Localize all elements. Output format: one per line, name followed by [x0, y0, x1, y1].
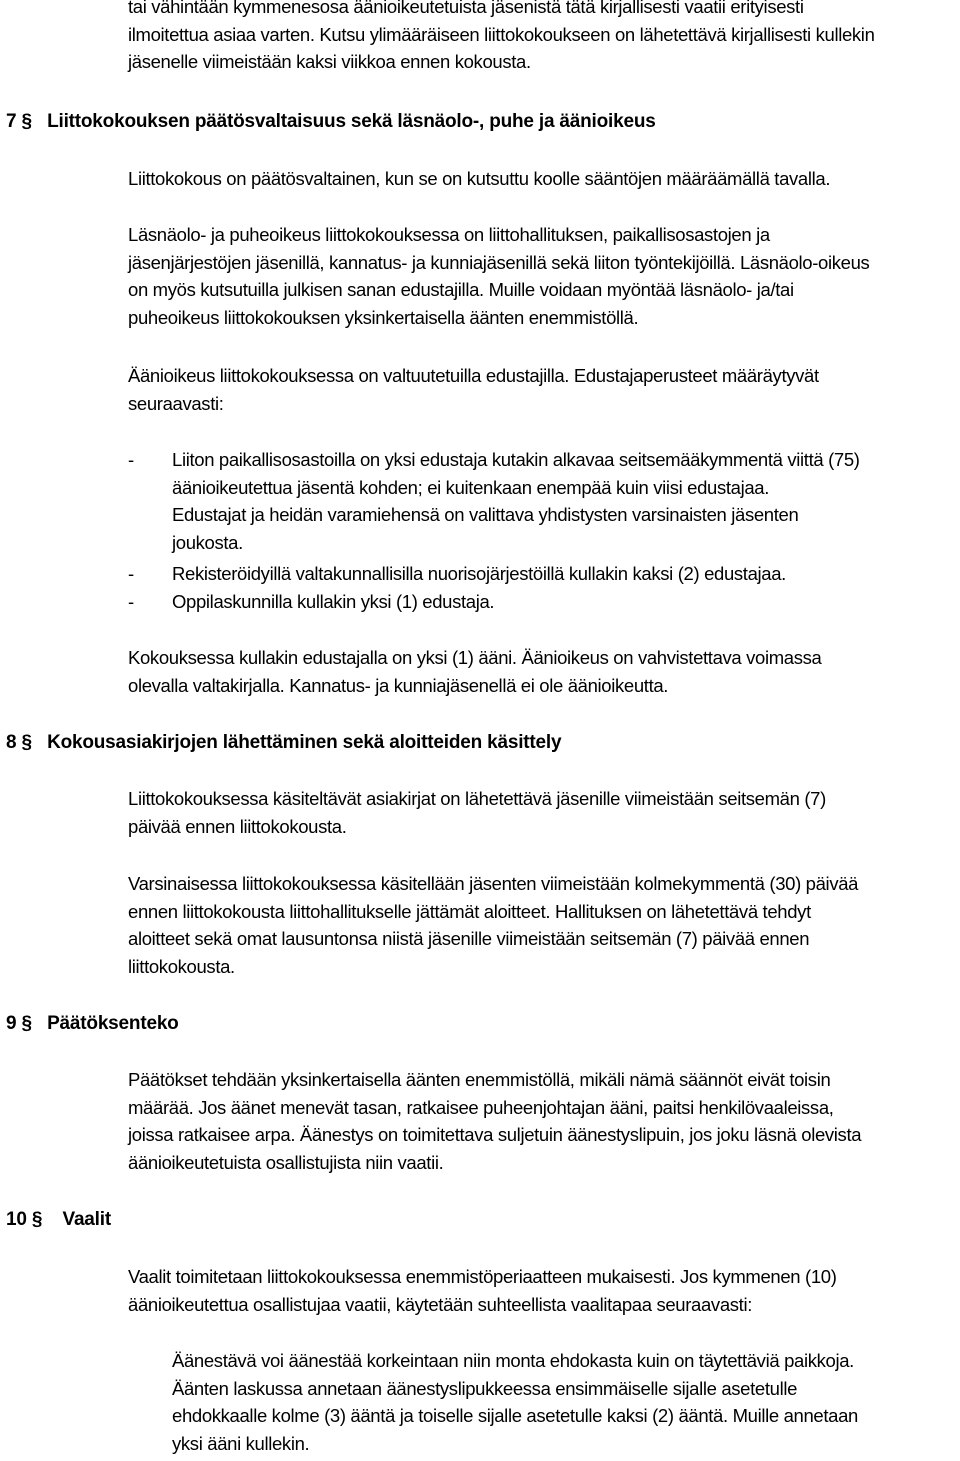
text-line: Vaalit toimitetaan liittokokouksessa enemmistöperiaatteen mukaisesti. Jos kymmenen (10) [128, 1266, 837, 1287]
section-7-paragraph-4 [128, 644, 822, 699]
text-line: Liittokokous on päätösvaltainen, kun se on kutsuttu koolle sääntöjen määräämällä tavalla. [128, 168, 831, 189]
list-item [172, 588, 494, 616]
section-8-paragraph-1 [128, 785, 826, 840]
list-bullet: - [128, 563, 134, 584]
section-number: 10 § [6, 1209, 43, 1230]
text-line: Edustajat ja heidän varamiehensä on valittava yhdistysten varsinaisten jäsenten [172, 504, 799, 525]
text-line: olevalla valtakirjalla. Kannatus- ja kunniajäsenellä ei ole äänioikeutta. [128, 674, 669, 696]
text-line: Päätökset tehdään yksinkertaisella äänten enemmistöllä, mikäli nämä säännöt eivät toisin [128, 1069, 831, 1090]
text-line: ilmoitettua asiaa varten. Kutsu ylimääräiseen liittokokoukseen on lähetettävä kirjallisesti kullekin [128, 23, 875, 45]
text-line: puheoikeus liittokokouksen yksinkertaisella äänten enemmistöllä. [128, 306, 639, 328]
section-10-paragraph-1 [128, 1263, 837, 1318]
section-9-heading [6, 1010, 179, 1037]
text-line: aloitteet sekä omat lausuntonsa niistä jäsenille viimeistään seitsemän (7) päivää ennen [128, 928, 810, 949]
text-line: ehdokkaalle kolme (3) ääntä ja toiselle sijalle asetetulle kaksi (2) ääntä. Muille annetaan [172, 1405, 858, 1426]
text-line: jäsenjärjestöjen jäsenillä, kannatus- ja kunniajäsenillä sekä liiton työntekijöillä. Läsnäolo-oikeus [128, 251, 870, 273]
text-line: Äänestävä voi äänestää korkeintaan niin monta ehdokasta kuin on täytettäviä paikkoja. [172, 1350, 854, 1371]
section-7-paragraph-1 [128, 165, 830, 193]
section-10-heading [6, 1206, 111, 1233]
text-line: päivää ennen liittokokousta. [128, 815, 347, 837]
section-7-heading [6, 108, 656, 135]
section-title: Päätöksenteko [47, 1013, 179, 1034]
text-line: jäsenelle viimeistään kaksi viikkoa ennen kokousta. [128, 51, 531, 72]
text-line: liittokokousta. [128, 955, 235, 977]
section-10-paragraph-2 [172, 1347, 858, 1457]
section-number: 8 § [6, 732, 32, 753]
section-number: 9 § [6, 1013, 32, 1034]
section-number: 7 § [6, 111, 32, 132]
text-line: Oppilaskunnilla kullakin yksi (1) edustaja. [172, 591, 495, 612]
text-line: Liiton paikallisosastoilla on yksi edustaja kutakin alkavaa seitsemääkymmentä viittä (75) [172, 449, 860, 470]
text-line: Varsinaisessa liittokokouksessa käsitellään jäsenten viimeistään kolmekymmentä (30) päivää [128, 873, 859, 894]
list-item [172, 446, 860, 556]
text-line: joissa ratkaisee arpa. Äänestys on toimitettava suljetuin äänestyslipuin, jos joku läsnä olevista [128, 1124, 862, 1145]
list-bullet: - [128, 591, 134, 612]
section-8-paragraph-2 [128, 870, 858, 980]
section-7-paragraph-2 [128, 221, 869, 331]
section-title: Kokousasiakirjojen lähettäminen sekä aloitteiden käsittely [47, 732, 562, 753]
text-line: on myös kutsutuilla julkisen sanan edustajilla. Muille voidaan myöntää läsnäolo- ja/tai [128, 279, 794, 300]
text-line: joukosta. [172, 531, 243, 553]
text-line: Äänten laskussa annetaan äänestyslipukkeessa ensimmäiselle sijalle asetetulle [172, 1377, 798, 1399]
section-title: Vaalit [62, 1209, 111, 1230]
text-line: tai vähintään kymmenesosa äänioikeutetuista jäsenistä tätä kirjallisesti vaatii erityisesti [128, 0, 804, 17]
text-line: Liittokokouksessa käsiteltävät asiakirjat on lähetettävä jäsenille viimeistään seitsemän (7) [128, 788, 826, 809]
text-line: Rekisteröidyillä valtakunnallisilla nuorisojärjestöillä kullakin kaksi (2) edustajaa. [172, 563, 786, 584]
text-line: Äänioikeus liittokokouksessa on valtuutetuilla edustajilla. Edustajaperusteet määräytyvät [128, 365, 819, 386]
text-line: äänioikeutettua jäsentä kohden; ei kuitenkaan enempää kuin viisi edustajaa. [172, 476, 770, 498]
section-7-paragraph-3 [128, 362, 819, 417]
text-line: määrää. Jos äänet menevät tasan, ratkaisee puheenjohtajan ääni, paitsi henkilövaaleissa, [128, 1096, 834, 1118]
section-7-list [0, 446, 960, 616]
text-line: äänioikeutetuista osallistujista niin vaatii. [128, 1151, 444, 1173]
section-9-paragraph-1 [128, 1066, 861, 1176]
list-bullet: - [128, 449, 134, 470]
text-line: Läsnäolo- ja puheoikeus liittokokouksessa on liittohallituksen, paikallisosastojen ja [128, 224, 770, 245]
intro-paragraph [128, 0, 875, 76]
text-line: ennen liittokokousta liittohallitukselle jättämät aloitteet. Hallituksen on lähetettävä tehdyt [128, 900, 811, 922]
section-8-heading [6, 729, 561, 756]
text-line: Kokouksessa kullakin edustajalla on yksi (1) ääni. Äänioikeus on vahvistettava voimassa [128, 647, 822, 668]
section-title: Liittokokouksen päätösvaltaisuus sekä läsnäolo-, puhe ja äänioikeus [47, 111, 656, 132]
text-line: seuraavasti: [128, 392, 224, 414]
text-line: äänioikeutettua osallistujaa vaatii, käytetään suhteellista vaalitapaa seuraavasti: [128, 1293, 752, 1315]
text-line: yksi ääni kullekin. [172, 1432, 310, 1454]
list-item [172, 560, 786, 588]
